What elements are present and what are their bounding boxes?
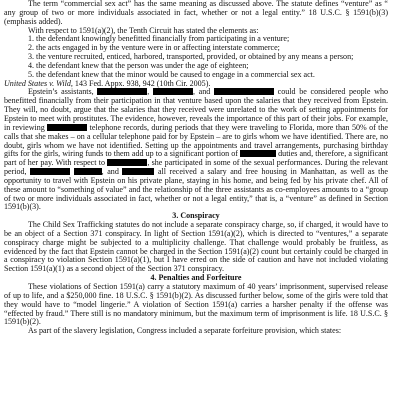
text-segment: telephone records, during periods that they were traveling to Florida, more than 50% of the calls that she makes – on a cellular telephone paid for by Epstein – are to girls whom we have identified. There are, no doubt, girls whom we have not identified. Setting up the appointments and travel arrangements, purchasing birthday gifts for the girls, wiring funds to them add up to a significant portion of [4,122,388,159]
redaction-block [153,88,193,95]
redaction-block [107,159,147,166]
element-item-5: 5. the defendant knew that the minor would be caused to engage in a commercial sex act. [28,69,315,79]
paragraph-penalties: These violations of Section 1591(a) carry a statutory maximum of 40 years’ imprisonment, supervised release of up to life, and a $250,000 fine. 18 U.S.C. § 1591(b)(2). As discussed further below, some of the girls were told that they would have to “model lingerie.” A violation of Section 1591(a) carries a harsher penalty if the offense was “effected by fraud.” There still is no mandatory minimum, but the maximum term of imprisonment is life. 18 U.S.C. § 1591(b)(2). [4,282,388,327]
section-heading-penalties: 4. Penalties and Forfeiture [150,273,242,283]
paragraph-conspiracy: The Child Sex Trafficking statutes do not include a separate conspiracy charge, so, if charged, it would have to be an object of a Section 371 conspiracy. In light of Section 1591(a)(2), which is directed to “ventures,” a separate conspiracy charge might be subjected to a multiplicity challenge. That challenge would probably be fruitless, as evidenced by the fact that Epstein cannot be charged in the Section 1591(a)(2) count but certainly could be charged in a conspiracy to violation Section 1591(a)(1), but I have erred on the side of caution and have not included violating Section 1591(a)(1) as a second object of the Section 371 conspiracy. [4,220,388,274]
text-segment: Epstein’s assistants, [28,87,94,97]
element-item-3: 3. the venture recruited, enticed, harbored, transported, provided, or obtained by any means a person; [28,52,354,62]
redaction-block [214,88,274,95]
redaction-block [47,124,87,131]
text-segment: The evidence, however, reveals the importance of this part of their jobs. For example, in reviewing [4,113,388,132]
element-item-1: 1. the defendant knowingly benefitted financially from participating in a venture; [28,34,290,44]
redaction-block [30,168,70,175]
paragraph-assistants [4,88,388,212]
case-reporter: , 143 Fed. Appx. 938, 942 (10th Cir. 2005). [70,78,211,88]
redaction-block [122,168,154,175]
text-segment: , and [192,87,211,97]
text-segment: could be considered people who benefitted financially from their participation in that venture based upon the salaries that they received from Epstein. They will, no doubt, argue that the salaries that they received were unrelated to the work of setting appointments for Epstein to meet with prostitutes. [4,87,389,123]
text-segment: duties and, therefore, a significant part of her pay. With respect to [4,149,388,168]
element-item-2: 2. the acts engaged in by the venture were in or affecting interstate commerce; [28,43,280,53]
section-heading-conspiracy: 3. Conspiracy [172,211,220,221]
paragraph-elements-intro: With respect to 1591(a)(2), the Tenth Circuit has stated the elements as: [28,25,259,35]
case-name: United States v. Wild [4,78,71,88]
redaction-block [74,168,102,175]
text-segment: , and [101,167,119,177]
paragraph-forfeiture: As part of the slavery legislation, Congress included a separate forfeiture provision, which states: [28,326,342,336]
paragraph-venture-definition: The term “commercial sex act” has the same meaning as discussed above. The statute defines “venture” as “ any group of two or more individuals associated in fact, whether or not a legal entity.” 18 U.S.C. § 1591(b)(3) (emphasis added). [4,0,388,26]
redaction-block [97,87,150,97]
text-segment: , she participated in some of the sexual performances. During the relevant period, [4,158,388,177]
text-segment: all received a salary and free housing in Manhattan, as well as the opportunity to travel with Epstein on his private plane, staying in his home, and being fed by his private chef. All of these amount to “something of value” and the relationship of the three assistants as co-employees amounts to a “group of two or more individuals associated in fact, whether or not a legal entity,” that is, a “venture” as defined in Section 1591(b)(3). [4,167,388,212]
element-item-4: 4. the defendant knew that the person was under the age of eighteen; [28,60,249,70]
redaction-block [240,150,276,157]
text-segment: , [147,87,150,97]
